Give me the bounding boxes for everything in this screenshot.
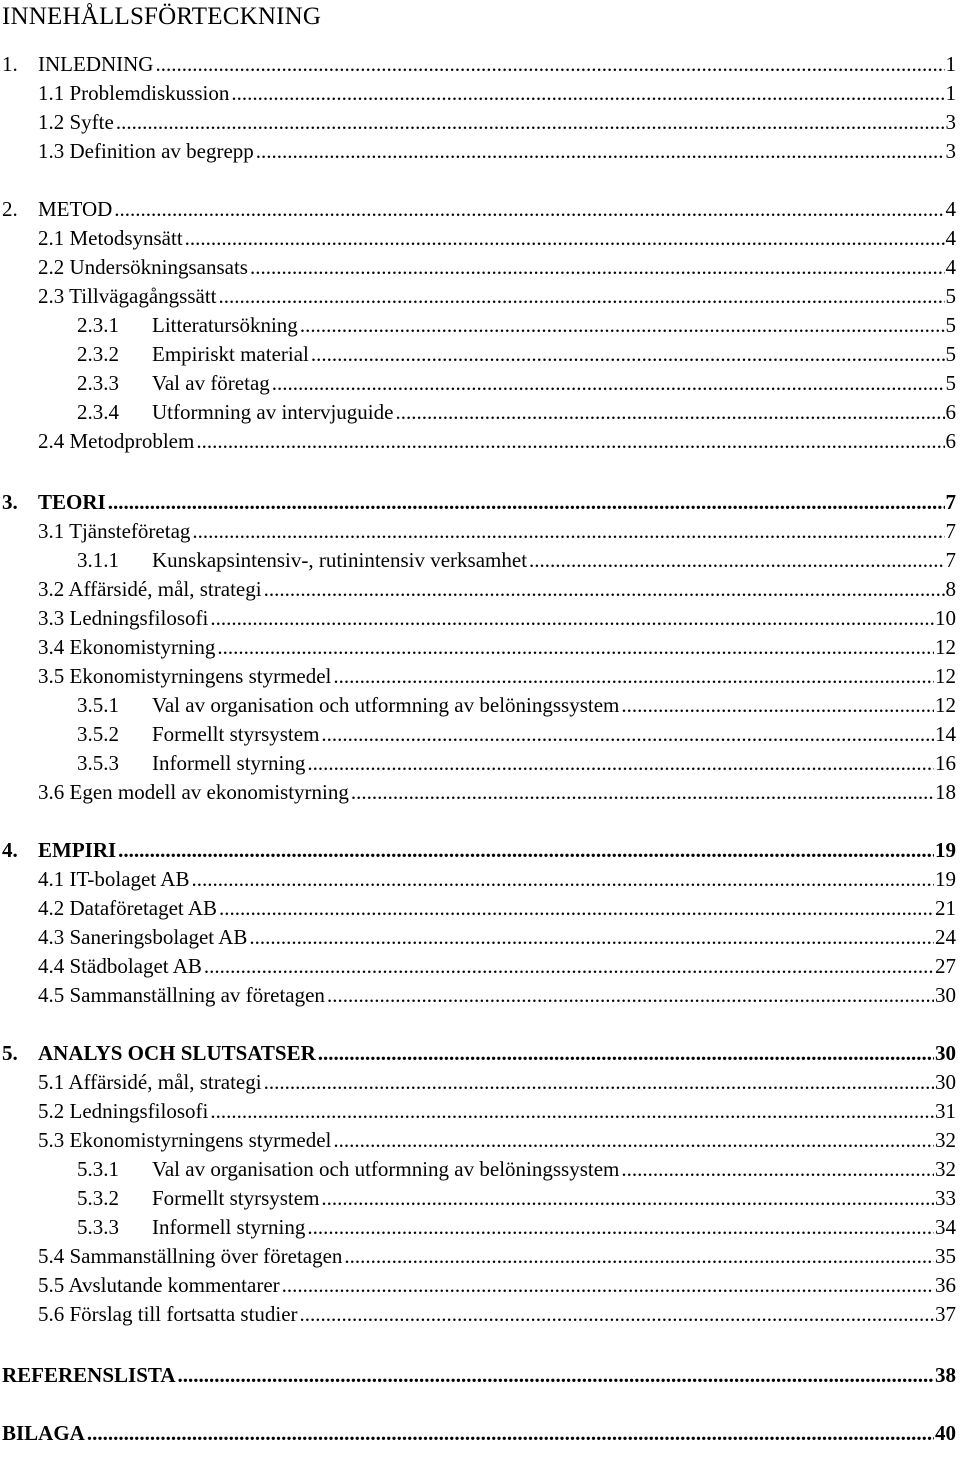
toc-entry-title: Formellt styrsystem [152, 722, 320, 746]
toc-leader-dots [333, 1127, 934, 1153]
toc-leader-dots [621, 1156, 934, 1182]
toc-entry-title: 4.3 Saneringsbolaget AB [38, 925, 248, 949]
toc-page-number: 35 [935, 1244, 956, 1268]
toc-entry-number: 3.1.1 [77, 548, 119, 572]
toc-page-number: 4 [945, 197, 956, 221]
toc-entry[interactable] [0, 982, 960, 1008]
toc-page-number: 40 [935, 1421, 956, 1445]
toc-entry-title: 1.1 Problemdiskussion [38, 81, 230, 105]
toc-entry-number: 4. [2, 838, 18, 862]
toc-entry-title: 3.4 Ekonomistyrning [38, 635, 216, 659]
toc-entry-title: INLEDNING [38, 52, 154, 76]
toc-entry-title: Val av organisation och utformning av belöningssystem [152, 693, 620, 717]
toc-leader-dots [250, 254, 945, 280]
page-title: INNEHÅLLSFÖRTECKNING [2, 3, 322, 30]
toc-page-number: 7 [945, 490, 956, 514]
toc-entry-title: 4.4 Städbolaget AB [38, 954, 202, 978]
toc-page-number: 5 [945, 313, 956, 337]
toc-leader-dots [351, 779, 934, 805]
toc-entry[interactable] [0, 866, 960, 892]
toc-entry-number: 3.5.1 [77, 693, 119, 717]
toc-leader-dots [300, 1301, 934, 1327]
toc-entry-title: 5.6 Förslag till fortsatta studier [38, 1302, 298, 1326]
toc-entry-number: 3. [2, 490, 18, 514]
toc-entry-number: 5.3.3 [77, 1215, 119, 1239]
toc-page-number: 16 [935, 751, 956, 775]
toc-entry[interactable] [0, 283, 960, 309]
toc-entry-title: ANALYS OCH SLUTSATSER [38, 1041, 316, 1065]
toc-page-number: 32 [935, 1157, 956, 1181]
toc-entry[interactable] [0, 138, 960, 164]
toc-page-number: 4 [945, 226, 956, 250]
toc-entry[interactable] [0, 51, 960, 77]
toc-entry[interactable] [0, 341, 960, 367]
toc-page-number: 3 [945, 110, 956, 134]
toc-leader-dots [264, 576, 945, 602]
toc-entry-title: 3.6 Egen modell av ekonomistyrning [38, 780, 349, 804]
toc-page-number: 10 [935, 606, 956, 630]
toc-leader-dots [272, 370, 945, 396]
toc-leader-dots [210, 1098, 934, 1124]
toc-entry[interactable] [0, 663, 960, 689]
toc-leader-dots [178, 1362, 935, 1388]
toc-entry-title: 5.2 Ledningsfilosofi [38, 1099, 209, 1123]
toc-leader-dots [192, 518, 944, 544]
toc-entry[interactable] [0, 1156, 960, 1182]
toc-page-number: 36 [935, 1273, 956, 1297]
toc-page-number: 6 [945, 400, 956, 424]
toc-entry[interactable] [0, 1243, 960, 1269]
toc-page-number: 34 [935, 1215, 956, 1239]
toc-leader-dots [318, 1040, 934, 1066]
toc-page-number: 1 [945, 81, 956, 105]
toc-entry-title: METOD [38, 197, 113, 221]
toc-leader-dots [321, 1185, 934, 1211]
toc-entry-title: 2.3 Tillvägagångssätt [38, 284, 217, 308]
toc-entry[interactable] [0, 605, 960, 631]
toc-entry[interactable] [0, 1301, 960, 1327]
toc-entry-title: 2.1 Metodsynsätt [38, 226, 183, 250]
toc-entry-title: Utformning av intervjuguide [152, 400, 394, 424]
toc-page-number: 1 [945, 52, 956, 76]
toc-leader-dots [282, 1272, 934, 1298]
toc-entry[interactable] [0, 953, 960, 979]
toc-entry-number: 5.3.1 [77, 1157, 119, 1181]
toc-entry-number: 2.3.3 [77, 371, 119, 395]
toc-leader-dots [395, 399, 944, 425]
toc-entry-number: 2.3.2 [77, 342, 119, 366]
toc-page-number: 31 [935, 1099, 956, 1123]
toc-page-number: 5 [945, 371, 956, 395]
toc-entry-title: TEORI [38, 490, 106, 514]
toc-entry[interactable] [0, 1420, 960, 1446]
toc-entry[interactable] [0, 779, 960, 805]
toc-leader-dots [321, 721, 934, 747]
toc-entry[interactable] [0, 1069, 960, 1095]
toc-entry-title: Empiriskt material [152, 342, 309, 366]
toc-entry[interactable] [0, 399, 960, 425]
toc-entry[interactable] [0, 370, 960, 396]
toc-leader-dots [116, 109, 945, 135]
toc-entry[interactable] [0, 518, 960, 544]
toc-entry[interactable] [0, 692, 960, 718]
toc-entry-title: 5.3 Ekonomistyrningens styrmedel [38, 1128, 332, 1152]
toc-entry-title: 5.5 Avslutande kommentarer [38, 1273, 280, 1297]
toc-leader-dots [264, 1069, 934, 1095]
toc-page-number: 7 [945, 519, 956, 543]
toc-entry-number: 2. [2, 197, 18, 221]
toc-entry[interactable] [0, 489, 960, 515]
toc-entry-title: 5.4 Sammanställning över företagen [38, 1244, 343, 1268]
toc-entry[interactable] [0, 1362, 960, 1388]
toc-entry[interactable] [0, 837, 960, 863]
toc-leader-dots [108, 489, 945, 515]
toc-entry[interactable] [0, 312, 960, 338]
toc-entry-title: 1.3 Definition av begrepp [38, 139, 254, 163]
toc-entry-title: Kunskapsintensiv-, rutinintensiv verksamhet [152, 548, 528, 572]
toc-entry-number: 2.3.1 [77, 313, 119, 337]
toc-entry[interactable] [0, 428, 960, 454]
toc-page-number: 14 [935, 722, 956, 746]
toc-leader-dots [87, 1420, 934, 1446]
toc-leader-dots [219, 895, 934, 921]
toc-leader-dots [114, 196, 944, 222]
toc-entry[interactable] [0, 225, 960, 251]
toc-entry[interactable] [0, 1127, 960, 1153]
toc-entry[interactable] [0, 1098, 960, 1124]
toc-leader-dots [210, 605, 934, 631]
toc-page-number: 3 [945, 139, 956, 163]
toc-page-number: 30 [935, 983, 956, 1007]
toc-leader-dots [196, 428, 944, 454]
toc-entry-title: 4.1 IT-bolaget AB [38, 867, 190, 891]
toc-entry-title: 4.5 Sammanställning av företagen [38, 983, 325, 1007]
toc-leader-dots [311, 341, 945, 367]
toc-entry[interactable] [0, 1272, 960, 1298]
toc-entry[interactable] [0, 80, 960, 106]
toc-leader-dots [327, 982, 934, 1008]
toc-entry-number: 5. [2, 1041, 18, 1065]
toc-leader-dots [256, 138, 945, 164]
toc-page-number: 12 [935, 664, 956, 688]
toc-leader-dots [118, 837, 934, 863]
toc-entry[interactable] [0, 924, 960, 950]
toc-leader-dots [219, 283, 945, 309]
toc-entry-title: Val av företag [152, 371, 270, 395]
toc-entry[interactable] [0, 750, 960, 776]
toc-entry-title: Informell styrning [152, 1215, 306, 1239]
toc-leader-dots [231, 80, 944, 106]
toc-entry-number: 3.5.3 [77, 751, 119, 775]
toc-entry-title: 3.2 Affärsidé, mål, strategi [38, 577, 262, 601]
toc-entry[interactable] [0, 634, 960, 660]
toc-leader-dots [344, 1243, 934, 1269]
toc-page-number: 19 [935, 867, 956, 891]
toc-page-number: 37 [935, 1302, 956, 1326]
toc-entry-title: 3.5 Ekonomistyrningens styrmedel [38, 664, 332, 688]
toc-leader-dots [529, 547, 944, 573]
toc-page-number: 33 [935, 1186, 956, 1210]
toc-entry-number: 1. [2, 52, 18, 76]
toc-entry[interactable] [0, 576, 960, 602]
toc-entry[interactable] [0, 254, 960, 280]
toc-leader-dots [307, 1214, 934, 1240]
toc-leader-dots [621, 692, 934, 718]
toc-entry-title: Val av organisation och utformning av belöningssystem [152, 1157, 620, 1181]
toc-leader-dots [191, 866, 934, 892]
toc-entry-title: 3.3 Ledningsfilosofi [38, 606, 209, 630]
toc-page-number: 30 [935, 1070, 956, 1094]
toc-page-number: 7 [945, 548, 956, 572]
toc-entry-title: REFERENSLISTA [2, 1363, 176, 1387]
toc-entry-title: Formellt styrsystem [152, 1186, 320, 1210]
toc-entry[interactable] [0, 1040, 960, 1066]
toc-entry[interactable] [0, 1185, 960, 1211]
toc-page-number: 5 [945, 342, 956, 366]
toc-page-number: 32 [935, 1128, 956, 1152]
toc-leader-dots [333, 663, 934, 689]
toc-page-number: 12 [935, 635, 956, 659]
toc-page-number: 5 [945, 284, 956, 308]
toc-entry-title: 1.2 Syfte [38, 110, 114, 134]
toc-page-number: 24 [935, 925, 956, 949]
toc-page-number: 8 [945, 577, 956, 601]
toc-leader-dots [155, 51, 944, 77]
toc-entry[interactable] [0, 547, 960, 573]
toc-entry-title: Litteratursökning [152, 313, 298, 337]
toc-entry[interactable] [0, 895, 960, 921]
toc-entry-title: 3.1 Tjänsteföretag [38, 519, 191, 543]
toc-entry[interactable] [0, 1214, 960, 1240]
toc-entry[interactable] [0, 721, 960, 747]
toc-page-number: 4 [945, 255, 956, 279]
toc-entry-title: BILAGA [2, 1421, 85, 1445]
toc-page-number: 6 [945, 429, 956, 453]
toc-entry-number: 2.3.4 [77, 400, 119, 424]
toc-leader-dots [300, 312, 945, 338]
toc-entry-title: 5.1 Affärsidé, mål, strategi [38, 1070, 262, 1094]
toc-entry-title: 4.2 Dataföretaget AB [38, 896, 218, 920]
toc-page-number: 30 [935, 1041, 956, 1065]
toc-leader-dots [307, 750, 934, 776]
toc-entry-title: EMPIRI [38, 838, 117, 862]
toc-leader-dots [204, 953, 934, 979]
toc-page-number: 27 [935, 954, 956, 978]
toc-entry-title: 2.2 Undersökningsansats [38, 255, 248, 279]
toc-page-number: 18 [935, 780, 956, 804]
toc-leader-dots [249, 924, 934, 950]
toc-entry-number: 3.5.2 [77, 722, 119, 746]
toc-entry-number: 5.3.2 [77, 1186, 119, 1210]
toc-entry[interactable] [0, 109, 960, 135]
toc-entry[interactable] [0, 196, 960, 222]
toc-page-number: 38 [935, 1363, 956, 1387]
toc-leader-dots [185, 225, 945, 251]
toc-entry-title: Informell styrning [152, 751, 306, 775]
toc-entry-title: 2.4 Metodproblem [38, 429, 195, 453]
toc-page-number: 19 [935, 838, 956, 862]
toc-page-number: 12 [935, 693, 956, 717]
toc-leader-dots [217, 634, 934, 660]
toc-page-number: 21 [935, 896, 956, 920]
